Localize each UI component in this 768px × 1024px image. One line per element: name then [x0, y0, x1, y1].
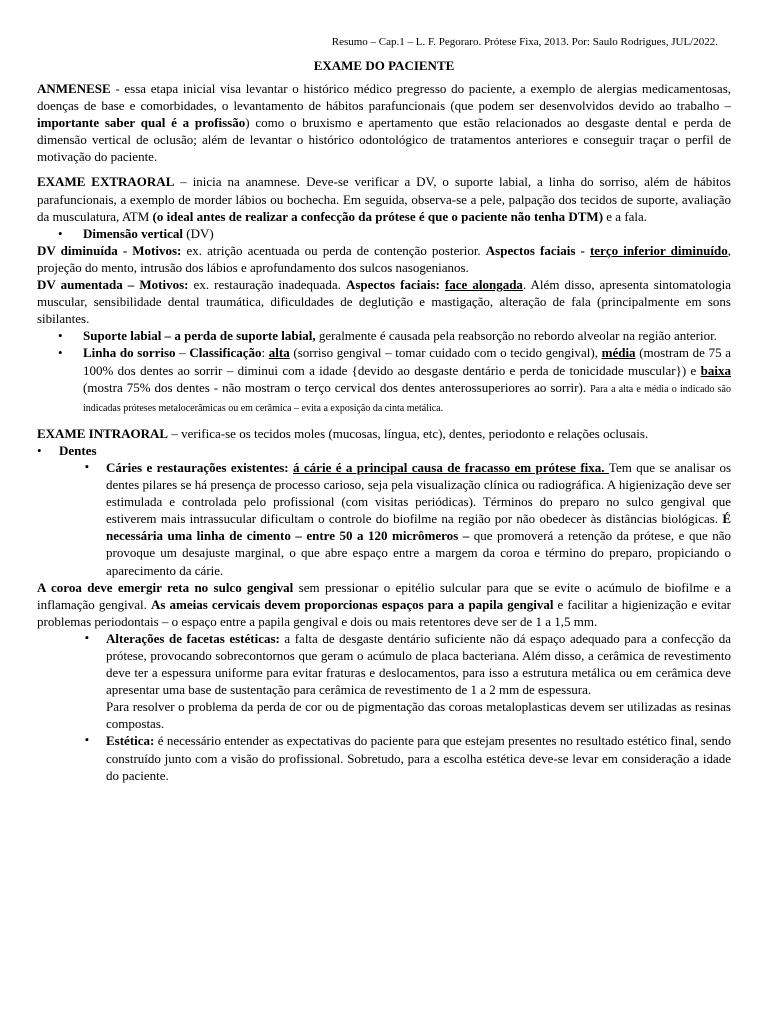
- caries-bold-2: É necessária uma linha de cimento – entre 50 a 120 micrômeros –: [106, 511, 731, 544]
- dv-aumentada-label: DV aumentada – Motivos:: [37, 277, 189, 293]
- anamnese-text-1: - essa etapa inicial visa levantar o histórico médico pregresso do paciente, a exemplo de alergias medicamentosas, doenças de base e comorbidades, o levantamento de hábitos parafuncionais (que podem ser desenvolvidos devido ao trabalho –: [37, 81, 731, 114]
- page-title: EXAME DO PACIENTE: [313, 58, 455, 73]
- list-item-caries: [37, 459, 731, 579]
- dv-aumentada-text-2: . Além disso, apresenta sintomatologia muscular, sensibilidade dental traumática, dificuldades de deglutição e mastigação, alteração de fala (principalmente em sons sibilantes.: [37, 277, 731, 327]
- linha-sorriso-colon: :: [261, 345, 269, 361]
- dv-diminuida-aspectos: Aspectos faciais -: [485, 242, 590, 258]
- dv-diminuida-terco: terço inferior diminuído: [589, 242, 728, 258]
- dv-diminuida-paragraph: [37, 242, 731, 276]
- dv-diminuida-text-2: , projeção do mento, intrusão dos lábios e aprofundamento dos sulcos nasogenianos.: [37, 242, 732, 275]
- dv-list: [37, 225, 731, 242]
- page-header: Resumo – Cap.1 – L. F. Pegoraro. Prótese Fixa, 2013. Por: Saulo Rodrigues, JUL/2022.: [331, 36, 718, 48]
- intraoral-list-2: [37, 630, 731, 698]
- dv-label: Dimensão vertical: [83, 225, 184, 241]
- intraoral-paragraph: [37, 425, 731, 442]
- linha-sorriso-baixa: baixa: [700, 362, 731, 378]
- dv-aumentada-paragraph: [37, 276, 731, 327]
- intraoral-list: [37, 442, 731, 579]
- linha-sorriso-text-4: (mostram de 75 a 100% dos dentes ao sorrir – diminui com a idade {devido ao desgaste dentário e perda de tonicidade muscular}) e: [83, 345, 731, 378]
- linha-sorriso-text-5: (mostra 75% dos dentes - não mostram o terço cervical dos dentes anterossuperiores ao sorrir).: [83, 379, 591, 395]
- coroa-bold-2: As ameias cervicais devem proporcionas espaços para a papila gengival: [150, 596, 554, 612]
- list-item-estetica: [37, 732, 731, 783]
- extraoral-text-1: – inicia na anamnese. Deve-se verificar a DV, o suporte labial, a linha do sorriso, além de hábitos parafuncionais, a exemplo de morder lábios ou bochecha. Em seguida, observa-se a pele, palpação dos tecidos de suporte, avaliação da musculatura, ATM: [37, 174, 731, 224]
- anamnese-text-2: ) como o bruxismo e apertamento que estão relacionados ao desgaste dental e perda de dimensão vertical de oclusão; além de levantar o histórico odontológico de tratamentos anteriores e conseguir traçar o perfil de motivação do paciente.: [37, 115, 731, 165]
- coroa-text-1: sem pressionar o epitélio sulcular para que se evite o acúmulo de biofilme e a inflamação gengival.: [37, 579, 731, 612]
- caries-text-2: que promoverá a retenção da prótese, e que não provoque um desajuste marginal, o que abre espaço entre a margem da coroa e término do preparo, propiciando o aparecimento da cárie.: [106, 528, 731, 578]
- facetas-continuation: Para resolver o problema da perda de cor ou de pigmentação das coroas metaloplasticas devem ser utilizadas as resinas compostas.: [106, 699, 731, 732]
- estetica-label: Estética:: [106, 733, 155, 749]
- dv-diminuida-text-1: ex. atrição acentuada ou perda de contenção posterior.: [181, 242, 486, 258]
- list-item-dimensao-vertical: [37, 225, 731, 242]
- facetas-label: Alterações de facetas estéticas:: [106, 630, 280, 646]
- linha-sorriso-text-3: (sorriso gengival – tomar cuidado com o tecido gengival),: [289, 345, 602, 361]
- linha-sorriso-note: Para a alta e média o indicado são indicadas próteses metalocerâmicas ou em cerâmica – evita a exposição da cinta metálica.: [83, 383, 731, 414]
- coroa-bold-1: A coroa deve emergir reta no sulco gengival: [37, 579, 294, 595]
- extraoral-list: [37, 327, 731, 416]
- list-item-linha-sorriso: [37, 344, 731, 416]
- linha-sorriso-label: Linha do sorriso: [83, 345, 176, 361]
- linha-sorriso-classificacao: Classificação: [189, 345, 262, 361]
- anamnese-paragraph: [37, 80, 731, 165]
- coroa-text-2: e facilitar a higienização e evitar problemas periodontais – o espaço entre a papila gengival e dois ou mais retentores deve ser de 1 a 1,5 mm.: [37, 596, 731, 629]
- linha-sorriso-dash: –: [175, 345, 190, 361]
- intraoral-text-1: – verifica-se os tecidos moles (mucosas, língua, etc), dentes, periodonto e relações oclusais.: [168, 425, 649, 441]
- anamnese-label: ANMENESE: [37, 81, 111, 96]
- linha-sorriso-media: média: [601, 345, 636, 361]
- extraoral-paragraph: [37, 173, 731, 224]
- caries-text-1: Tem que se analisar os dentes pilares se há presença de processo carioso, seja pela visualização clínica ou radiográfica. A higienização deve ser estimulada e controlada pelo profissional (com visitas periódicas). Términos do preparo no sulco gengival que estiverem mais intrassucular dificultam o controle do biofilme na região por não obedecer às distâncias biológicas.: [106, 459, 732, 527]
- facetas-text: a falta de desgaste dentário suficiente não dá espaço adequado para a confecção da prótese, provocando sobrecontornos que geram o acúmulo de placa bacteriana. Além disso, a cerâmica de revestimento deve ter a espessura uniforme para evitar fraturas e deslocamentos, para isso a estrutura metálica ou em cerâmica deve apresentar uma base de sustentação para cerâmica de revestimento de 1 a 2 mm de espessura.: [106, 630, 731, 698]
- extraoral-label: EXAME EXTRAORAL: [37, 174, 175, 190]
- dentes-label: Dentes: [59, 442, 97, 458]
- anamnese-bold-1: importante saber qual é a profissão: [37, 115, 246, 131]
- extraoral-bold-1: (o ideal antes de realizar a confecção da prótese é que o paciente não tenha DTM): [152, 208, 604, 224]
- suporte-labial-text: geralmente é causada pela reabsorção no rebordo alveolar na região anterior.: [315, 328, 717, 344]
- linha-sorriso-alta: alta: [268, 345, 290, 361]
- dv-text: (DV): [183, 225, 214, 241]
- extraoral-text-2: e a fala.: [603, 208, 648, 224]
- caries-label: Cáries e restaurações existentes:: [106, 459, 294, 475]
- list-item-dentes: [37, 442, 731, 459]
- list-item-facetas: [37, 630, 731, 698]
- caries-highlight: á cárie é a principal causa de fracasso em prótese fixa.: [293, 459, 609, 475]
- estetica-text: é necessário entender as expectativas do paciente para que estejam presentes no resultado estético final, sendo construído junto com a visão do profissional. Sobretudo, para a escolha estética deve-se levar em consideração a idade do paciente.: [106, 733, 731, 783]
- suporte-labial-label: Suporte labial – a perda de suporte labial,: [83, 328, 316, 344]
- dv-aumentada-aspectos: Aspectos faciais:: [345, 277, 445, 293]
- dv-diminuida-label: DV diminuída - Motivos:: [37, 242, 182, 258]
- list-item-suporte-labial: [37, 327, 731, 344]
- intraoral-list-3: [37, 732, 731, 783]
- coroa-paragraph: [37, 579, 731, 630]
- dv-aumentada-face: face alongada: [444, 277, 523, 293]
- dv-aumentada-text-1: ex. restauração inadequada.: [188, 277, 346, 293]
- intraoral-label: EXAME INTRAORAL: [37, 425, 169, 441]
- document-body: [37, 80, 731, 784]
